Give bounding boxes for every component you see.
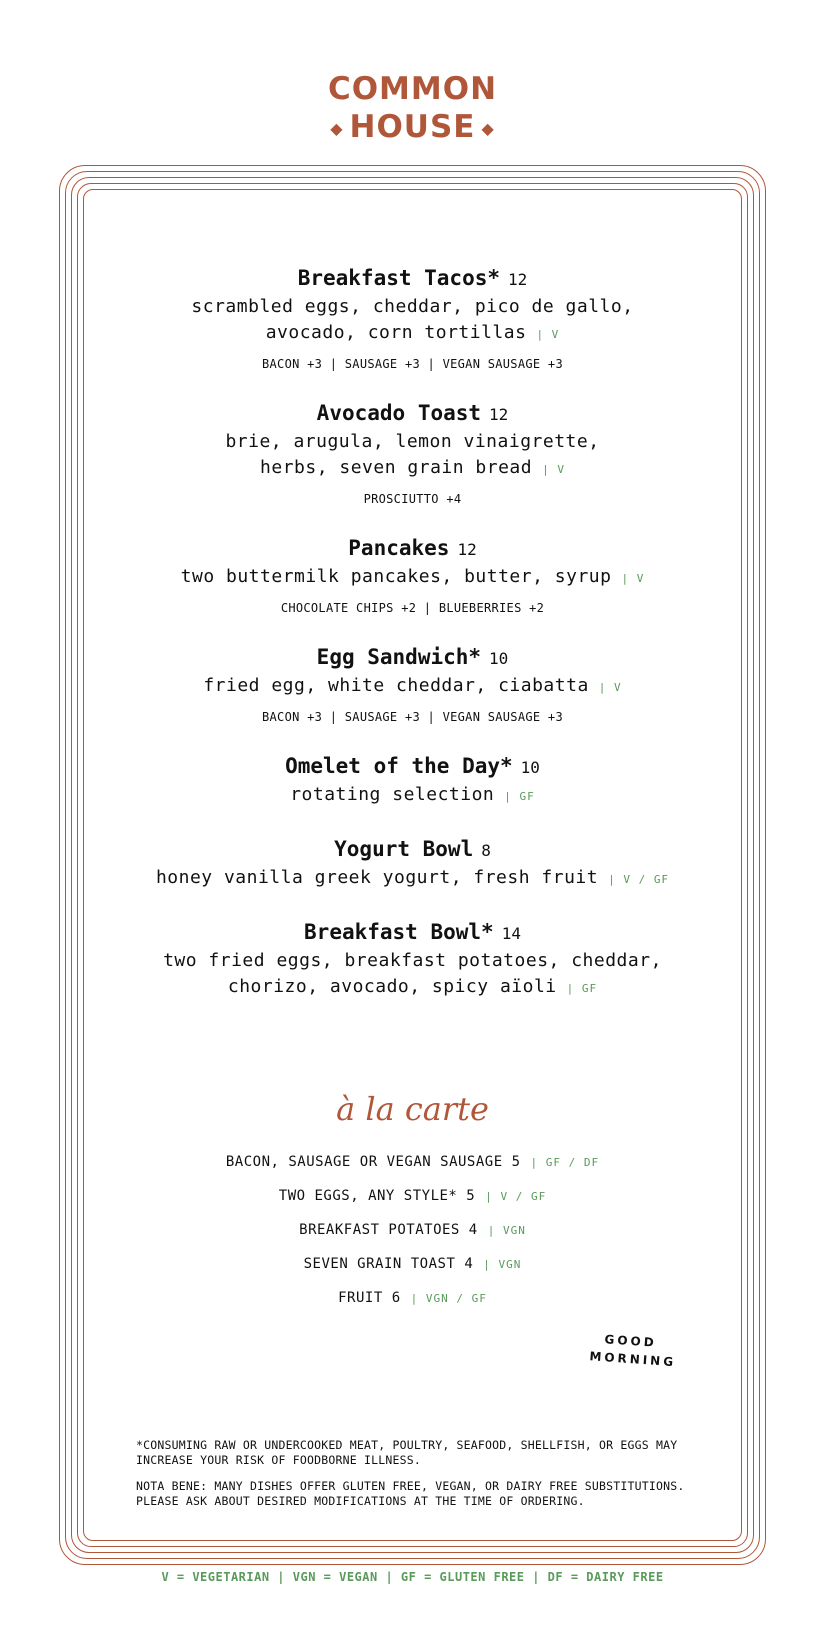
a-la-carte-item-text: BREAKFAST POTATOES 4 — [299, 1222, 478, 1238]
item-name: Yogurt Bowl — [334, 837, 474, 861]
a-la-carte-item — [0, 1247, 825, 1281]
stamp-line-1: GOOD — [604, 1332, 658, 1350]
a-la-carte-item-text: BACON, SAUSAGE OR VEGAN SAUSAGE 5 — [225, 1154, 521, 1170]
item-description: two buttermilk pancakes, butter, syrup — [180, 566, 612, 587]
menu-footnotes — [136, 1438, 716, 1520]
consumption-warning: *CONSUMING RAW OR UNDERCOOKED MEAT, POULTRY, SEAFOOD, SHELLFISH, OR EGGS MAY INCREASE YOUR RISK OF FOODBORNE ILLNESS. — [136, 1438, 678, 1467]
item-description: brie, arugula, lemon vinaigrette, — [225, 431, 600, 452]
nota-bene: NOTA BENE: MANY DISHES OFFER GLUTEN FREE, VEGAN, OR DAIRY FREE SUBSTITUTIONS. PLEASE ASK ABOUT DESIRED MODIFICATIONS AT THE TIME OF ORDERING. — [136, 1479, 685, 1508]
item-price: 10 — [489, 649, 509, 668]
item-description: two fried eggs, breakfast potatoes, cheddar, — [163, 950, 662, 971]
item-name: Breakfast Bowl* — [304, 920, 494, 944]
menu-item — [0, 264, 825, 374]
item-name: Egg Sandwich* — [316, 645, 482, 669]
item-price: 12 — [508, 270, 528, 289]
menu-item — [0, 918, 825, 1002]
menu-item — [0, 534, 825, 618]
item-addons: BACON +3 | SAUSAGE +3 | VEGAN SAUSAGE +3 — [262, 357, 563, 371]
item-price: 12 — [489, 405, 509, 424]
good-morning-stamp — [588, 1329, 677, 1370]
stamp-line-2: MORNING — [588, 1349, 677, 1370]
item-description: avocado, corn tortillas — [265, 322, 527, 343]
item-name: Omelet of the Day* — [285, 754, 513, 778]
diet-tag: | V — [621, 572, 645, 585]
common-house-logo — [0, 70, 825, 148]
item-description: rotating selection — [290, 784, 495, 805]
item-addons: PROSCIUTTO +4 — [363, 492, 462, 506]
a-la-carte-item — [0, 1281, 825, 1315]
a-la-carte-item-text: SEVEN GRAIN TOAST 4 — [303, 1256, 474, 1272]
a-la-carte-item — [0, 1213, 825, 1247]
diet-tag: | V — [542, 463, 565, 476]
item-name: Pancakes — [348, 536, 450, 560]
diet-tag: | GF — [504, 790, 535, 803]
menu-item — [0, 399, 825, 509]
a-la-carte-title: à la carte — [336, 1090, 489, 1128]
logo-line-2: HOUSE — [349, 109, 476, 145]
diet-tag: | V — [536, 328, 560, 341]
item-description: fried egg, white cheddar, ciabatta — [203, 675, 589, 696]
a-la-carte-item — [0, 1145, 825, 1179]
menu-item — [0, 752, 825, 810]
diet-legend: V = VEGETARIAN | VGN = VEGAN | GF = GLUTEN FREE | DF = DAIRY FREE — [161, 1570, 664, 1584]
item-price: 10 — [520, 758, 540, 777]
item-addons: CHOCOLATE CHIPS +2 | BLUEBERRIES +2 — [280, 601, 545, 615]
item-name: Breakfast Tacos* — [297, 266, 501, 290]
a-la-carte-list — [0, 1145, 825, 1315]
a-la-carte-item-text: TWO EGGS, ANY STYLE* 5 — [278, 1188, 476, 1204]
menu-item — [0, 643, 825, 727]
item-description: chorizo, avocado, spicy aïoli — [227, 976, 557, 997]
a-la-carte-item — [0, 1179, 825, 1213]
diamond-icon: ◆ — [330, 118, 344, 138]
item-price: 12 — [457, 540, 477, 559]
item-description: herbs, seven grain bread — [260, 457, 533, 478]
item-price: 8 — [481, 841, 491, 860]
item-addons: BACON +3 | SAUSAGE +3 | VEGAN SAUSAGE +3 — [262, 710, 563, 724]
diamond-icon: ◆ — [481, 118, 495, 138]
diet-tag: | GF — [566, 982, 598, 995]
diet-tag: | V / GF — [608, 873, 670, 886]
diet-tag: | VGN — [483, 1258, 522, 1271]
menu-item — [0, 835, 825, 893]
logo-line-1: COMMON — [327, 71, 498, 107]
diet-tag: | V / GF — [485, 1190, 547, 1203]
breakfast-menu — [0, 264, 825, 1027]
item-price: 14 — [501, 924, 521, 943]
diet-tag: | VGN — [487, 1224, 526, 1237]
diet-tag: | V — [598, 681, 622, 694]
item-description: scrambled eggs, cheddar, pico de gallo, — [191, 296, 634, 317]
a-la-carte-item-text: FRUIT 6 — [338, 1290, 401, 1306]
item-name: Avocado Toast — [316, 401, 482, 425]
diet-tag: | GF / DF — [530, 1156, 600, 1169]
diet-tag: | VGN / GF — [410, 1292, 487, 1305]
item-description: honey vanilla greek yogurt, fresh fruit — [155, 867, 599, 888]
